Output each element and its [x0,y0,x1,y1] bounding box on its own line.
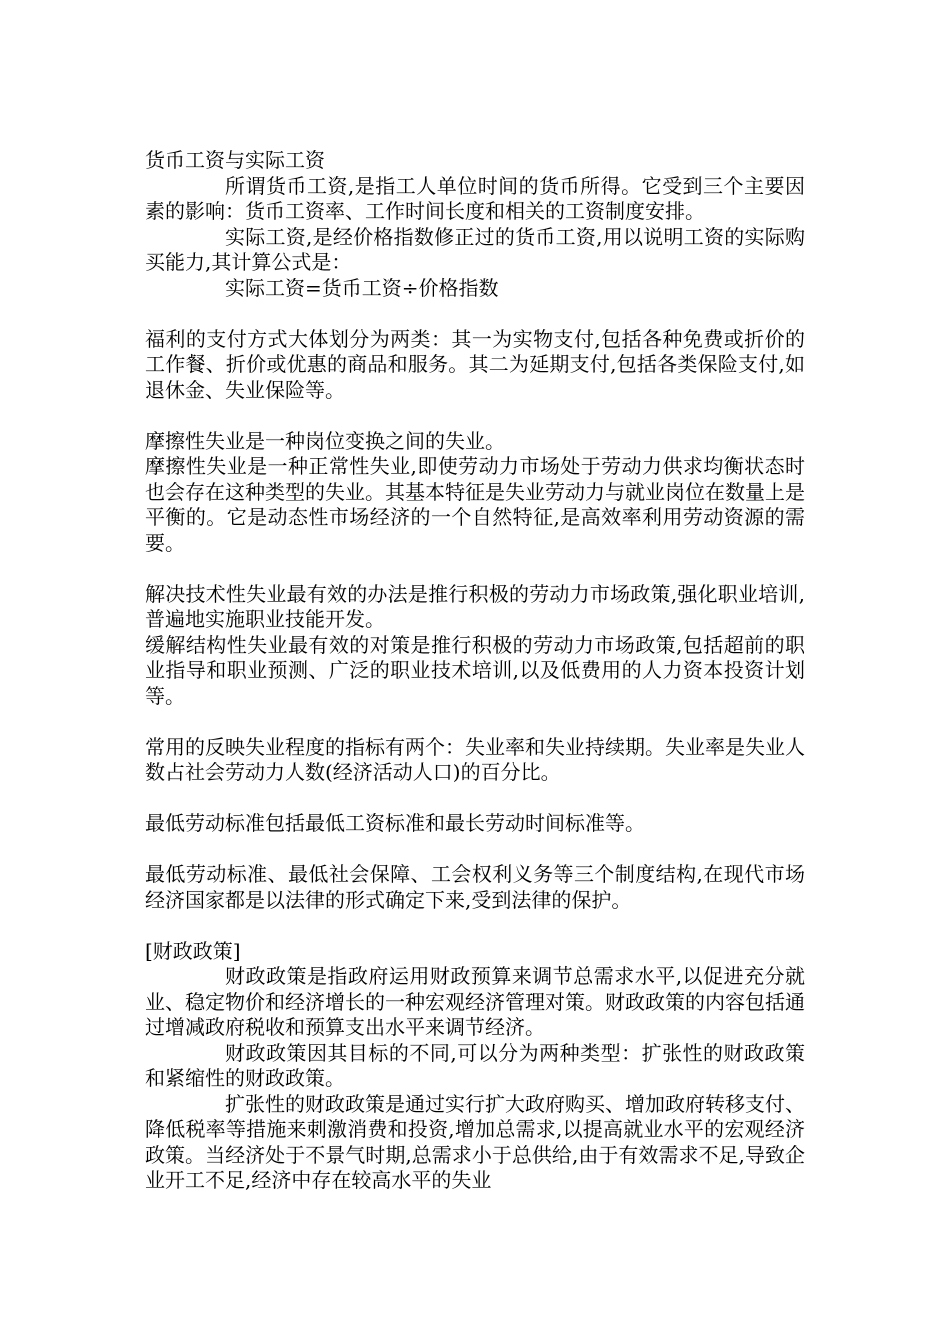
section-title-fiscal-policy: [财政政策] [145,938,241,963]
paragraph-frictional-unemployment-def: 摩擦性失业是一种岗位变换之间的失业。 [145,428,505,453]
paragraph-frictional-unemployment-detail: 摩擦性失业是一种正常性失业,即使劳动力市场处于劳动力供求均衡状态时也会存在这种类型的失业。其基本特征是失业劳动力与就业岗位在数量上是平衡的。它是动态性市场经济的一个自然特征,是高效率利用劳动资源的需要。 [145,454,805,555]
paragraph-technical-unemployment: 解决技术性失业最有效的办法是推行积极的劳动力市场政策,强化职业培训,普遍地实施职业技能开发。 [145,581,805,631]
formula-real-wage: 实际工资=货币工资÷价格指数 [225,275,499,300]
paragraph-fiscal-policy-def: 财政政策是指政府运用财政预算来调节总需求水平,以促进充分就业、稳定物价和经济增长的一种宏观经济管理对策。财政政策的内容包括通过增减政府税收和预算支出水平来调节经济。 [145,964,805,1039]
blank-line [145,556,805,582]
blank-line [145,709,805,735]
blank-line [145,786,805,812]
blank-line [145,301,805,327]
paragraph-real-wage: 实际工资,是经价格指数修正过的货币工资,用以说明工资的实际购买能力,其计算公式是： [145,224,805,274]
section-title-wages: 货币工资与实际工资 [145,148,325,172]
paragraph-welfare-payment: 福利的支付方式大体划分为两类：其一为实物支付,包括各种免费或折价的工作餐、折价或优惠的商品和服务。其二为延期支付,包括各类保险支付,如退休金、失业保险等。 [145,326,805,402]
paragraph-structural-unemployment: 缓解结构性失业最有效的对策是推行积极的劳动力市场政策,包括超前的职业指导和职业预测、广泛的职业技术培训,以及低费用的人力资本投资计划等。 [145,632,805,708]
paragraph-minimum-labor-standards: 最低劳动标准包括最低工资标准和最长劳动时间标准等。 [145,811,645,835]
document-page [145,148,805,1194]
blank-line [145,837,805,863]
paragraph-unemployment-indicators: 常用的反映失业程度的指标有两个：失业率和失业持续期。失业率是失业人数占社会劳动力人数(经济活动人口)的百分比。 [145,734,805,784]
blank-line [145,913,805,939]
paragraph-nominal-wage: 所谓货币工资,是指工人单位时间的货币所得。它受到三个主要因素的影响：货币工资率、工作时间长度和相关的工资制度安排。 [145,173,805,223]
paragraph-institutional-structure: 最低劳动标准、最低社会保障、工会权利义务等三个制度结构,在现代市场经济国家都是以法律的形式确定下来,受到法律的保护。 [145,862,805,912]
paragraph-expansionary-fiscal-policy: 扩张性的财政政策是通过实行扩大政府购买、增加政府转移支付、降低税率等措施来刺激消费和投资,增加总需求,以提高就业水平的宏观经济政策。当经济处于不景气时期,总需求小于总供给,由于有效需求不足,导致企业开工不足,经济中存在较高水平的失业 [145,1091,805,1192]
paragraph-fiscal-policy-types: 财政政策因其目标的不同,可以分为两种类型：扩张性的财政政策和紧缩性的财政政策。 [145,1040,805,1090]
blank-line [145,403,805,429]
